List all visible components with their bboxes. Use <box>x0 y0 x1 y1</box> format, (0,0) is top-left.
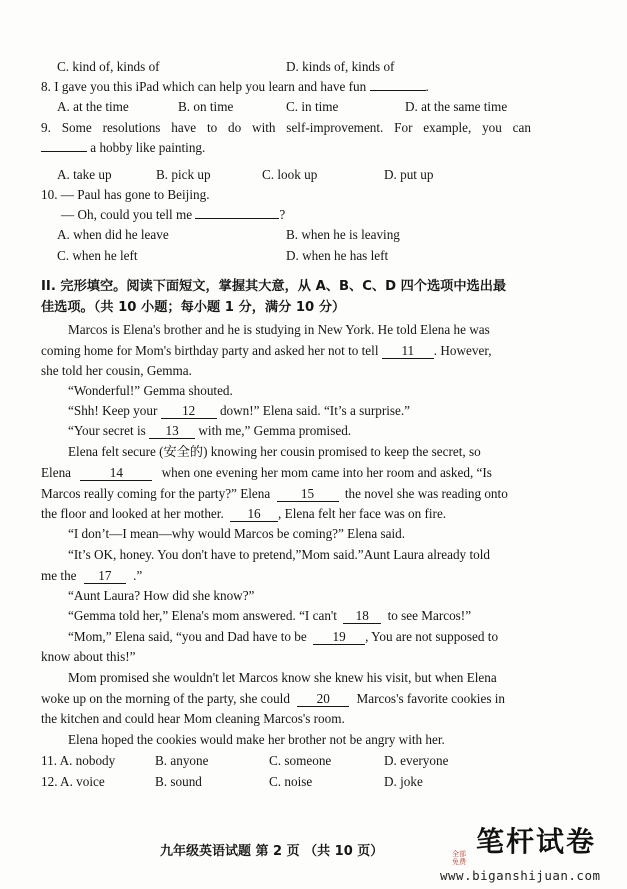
passage-p11c: the kitchen and could hear Mom cleaning Marcos's room. <box>41 711 345 726</box>
blank-20: 20 <box>297 692 349 707</box>
passage-p7b1: me the <box>41 568 77 583</box>
q8-option-c: C. in time <box>286 99 339 114</box>
section2-title-line2: 佳选项。（共 10 小题；每小题 1 分，满分 10 分） <box>41 300 346 315</box>
passage-p10a <box>68 627 608 647</box>
passage-p4b: with me,” Gemma promised. <box>198 423 352 438</box>
passage-p2: “Wonderful!” Gemma shouted. <box>68 383 233 398</box>
q12-option-d: D. joke <box>384 774 423 789</box>
q10-option-c: C. when he left <box>57 248 138 263</box>
section2-title-line1: II. 完形填空。阅读下面短文，掌握其大意，从 A、B、C、D 四个选项中选出最 <box>41 279 507 294</box>
passage-p5c <box>41 484 581 504</box>
page-footer: 九年级英语试题 第 2 页 （共 10 页） <box>160 844 384 859</box>
passage-p1b-end: . However, <box>433 343 492 358</box>
passage-p10b: , You are not supposed to <box>365 629 499 644</box>
q9-option-a: A. take up <box>57 167 112 182</box>
passage-p5c1: Marcos really coming for the party?” Elena <box>41 486 271 501</box>
q10-line1: 10. — Paul has gone to Beijing. <box>41 187 210 202</box>
passage-p1a: Marcos is Elena's brother and he is studying in New York. He told Elena he was <box>68 322 490 337</box>
q10-option-a: A. when did he leave <box>57 227 169 242</box>
passage-p5c2: the novel she was reading onto <box>344 486 508 501</box>
q11-option-c: C. someone <box>269 753 332 768</box>
q8-stem-text: 8. I gave you this iPad which can help you learn and have fun <box>41 79 367 94</box>
q10-option-d: D. when he has left <box>286 248 389 263</box>
q11-option-a: 11. A. nobody <box>41 753 116 768</box>
passage-p10a-text: “Mom,” Elena said, “you and Dad have to be <box>68 629 307 644</box>
passage-p5a: Elena felt secure (安全的) knowing her cousin promised to keep the secret, so <box>68 444 481 459</box>
passage-p5b1: Elena <box>41 465 72 480</box>
passage-p11b2: Marcos's favorite cookies in <box>356 691 506 706</box>
passage-p4 <box>68 421 608 441</box>
passage-p1c: she told her cousin, Gemma. <box>41 363 192 378</box>
watermark-small: 全部免费 <box>452 850 466 866</box>
passage-p4a: “Your secret is <box>68 423 146 438</box>
passage-p5d <box>41 504 581 524</box>
passage-p7b2: .” <box>133 568 143 583</box>
passage-p11b1: woke up on the morning of the party, she could <box>41 691 290 706</box>
passage-p7b <box>41 566 581 586</box>
passage-p8: “Aunt Laura? How did she know?” <box>68 588 255 603</box>
q7-option-c: C. kind of, kinds of <box>57 59 160 74</box>
blank-15: 15 <box>277 487 339 502</box>
q11-option-d: D. everyone <box>384 753 449 768</box>
q10-end: ? <box>279 207 286 222</box>
passage-p1b <box>41 341 581 361</box>
q12-option-c: C. noise <box>269 774 313 789</box>
q10-option-b: B. when he is leaving <box>286 227 400 242</box>
q8-stem <box>41 77 581 97</box>
blank-19: 19 <box>313 630 365 645</box>
passage-p9a: “Gemma told her,” Elena's mom answered. “I can't <box>68 608 337 623</box>
q9-stem-line1: 9. Some resolutions have to do with self-improvement. For example, you can <box>41 120 531 135</box>
blank-16: 16 <box>230 507 278 522</box>
passage-p5b <box>41 463 581 483</box>
blank-13: 13 <box>149 424 195 439</box>
watermark-brand: 笔杆试卷 <box>476 825 597 858</box>
q8-option-d: D. at the same time <box>405 99 508 114</box>
passage-p3a: “Shh! Keep your <box>68 403 158 418</box>
q10-line2-text: — Oh, could you tell me <box>61 207 193 222</box>
passage-p12: Elena hoped the cookies would make her brother not be angry with her. <box>68 732 445 747</box>
q7-option-d: D. kinds of, kinds of <box>286 59 395 74</box>
q12-option-b: B. sound <box>155 774 202 789</box>
blank-11: 11 <box>382 344 434 359</box>
blank-17: 17 <box>84 569 126 584</box>
q9-option-c: C. look up <box>262 167 318 182</box>
passage-p9 <box>68 606 608 626</box>
passage-p5d2: , Elena felt her face was on fire. <box>278 506 447 521</box>
passage-p5d1: the floor and looked at her mother. <box>41 506 224 521</box>
passage-p7a: “It’s OK, honey. You don't have to pretend,”Mom said.”Aunt Laura already told <box>68 547 490 562</box>
passage-p6: “I don’t—I mean—why would Marcos be coming?” Elena said. <box>68 526 406 541</box>
blank-12: 12 <box>161 404 217 419</box>
q8-end: . <box>425 79 429 94</box>
watermark-url: www.biganshijuan.com <box>440 868 601 883</box>
passage-p3b: down!” Elena said. “It’s a surprise.” <box>219 403 411 418</box>
passage-p1b-text: coming home for Mom's birthday party and asked her not to tell <box>41 343 379 358</box>
blank-14: 14 <box>80 466 152 481</box>
q8-blank <box>370 90 426 91</box>
q9-option-d: D. put up <box>384 167 434 182</box>
q12-option-a: 12. A. voice <box>41 774 105 789</box>
passage-p9b: to see Marcos!” <box>387 608 472 623</box>
q9-stem2-text: a hobby like painting. <box>90 140 206 155</box>
passage-p10c: know about this!” <box>41 649 136 664</box>
passage-p11a: Mom promised she wouldn't let Marcos know she knew his visit, but when Elena <box>68 670 497 685</box>
q11-option-b: B. anyone <box>155 753 209 768</box>
q8-option-a: A. at the time <box>57 99 129 114</box>
q9-blank <box>41 151 87 152</box>
passage-p11b <box>41 689 581 709</box>
q10-line2 <box>61 205 601 225</box>
q9-option-b: B. pick up <box>156 167 211 182</box>
passage-p5b2: when one evening her mom came into her room and asked, “Is <box>161 465 492 480</box>
passage-p3 <box>68 401 608 421</box>
q10-blank <box>195 218 279 219</box>
blank-18: 18 <box>343 609 381 624</box>
q8-option-b: B. on time <box>178 99 234 114</box>
q9-stem-line2 <box>41 138 581 158</box>
